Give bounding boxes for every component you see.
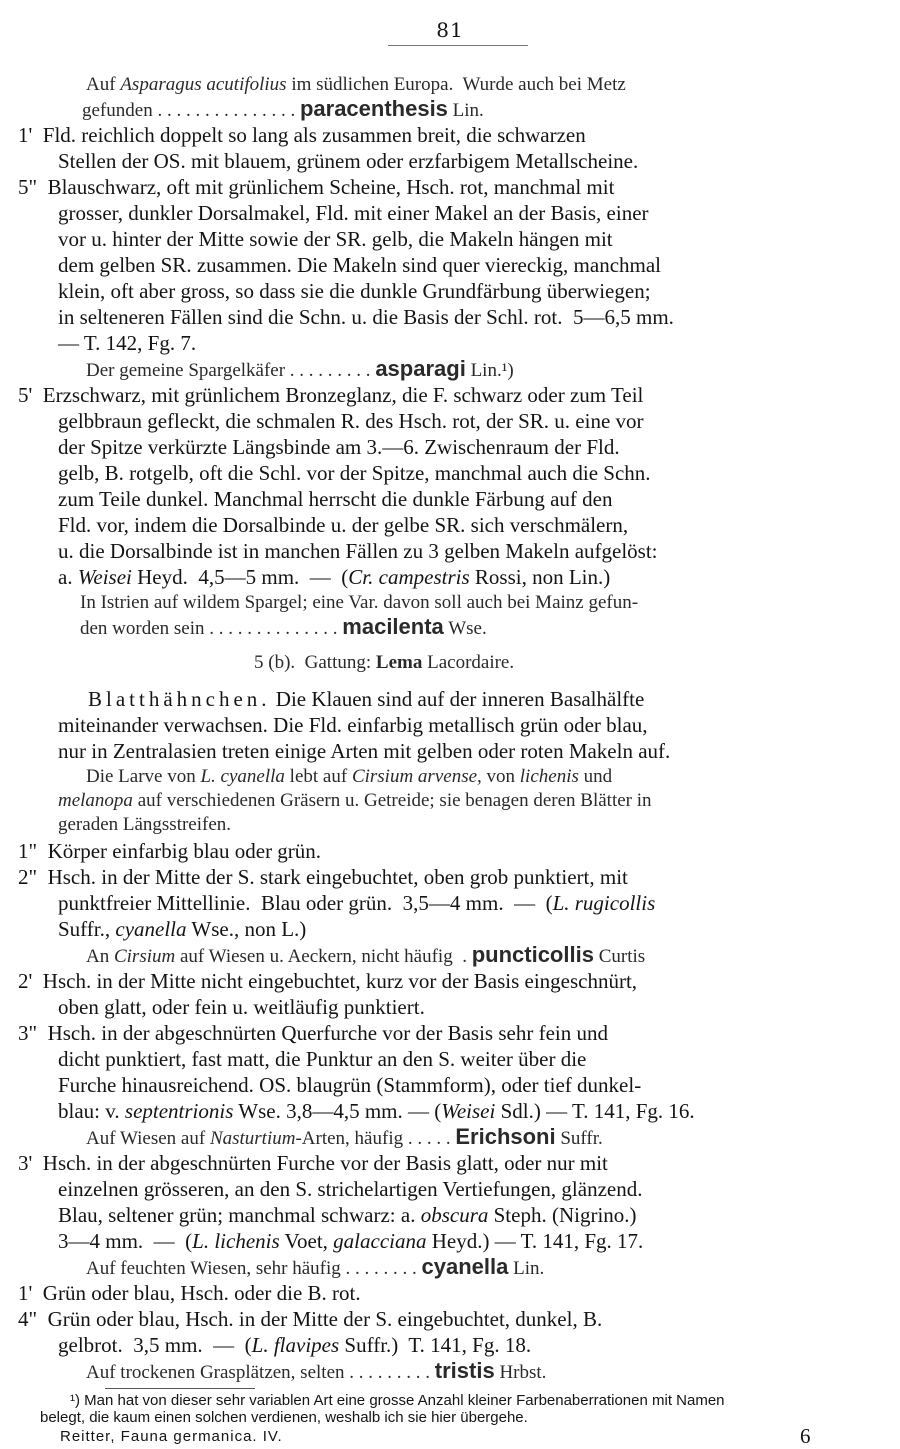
species-name: cyanella (421, 1254, 509, 1279)
text-line: vor u. hinter der Mitte sowie der SR. gelb, die Makeln hängen mit (58, 227, 613, 251)
text-line: An Cirsium auf Wiesen u. Aeckern, nicht häufig . puncticollis Curtis (86, 942, 646, 967)
text-line: geraden Längsstreifen. (58, 814, 232, 835)
text-line: einzelnen grösseren, an den S. strichelartigen Vertiefungen, glänzend. (58, 1177, 643, 1201)
text-line: grosser, dunkler Dorsalmakel, Fld. mit einer Makel an der Basis, einer (58, 201, 649, 225)
footnote-line: ¹) Man hat von dieser sehr variablen Art eine grosse Anzahl kleiner Farbenaberrationen mit Namen (70, 1392, 725, 1409)
text-line: der Spitze verkürzte Längsbinde am 3.—6. Zwischenraum der Fld. (58, 435, 620, 459)
genus-heading: 5 (b). Gattung: Lema Lacordaire. (254, 652, 515, 673)
text-line: 5" Blauschwarz, oft mit grünlichem Scheine, Hsch. rot, manchmal mit (18, 175, 615, 199)
text-line: 1' Fld. reichlich doppelt so lang als zusammen breit, die schwarzen (18, 123, 586, 147)
text-line: Blau, seltener grün; manchmal schwarz: a. obscura Steph. (Nigrino.) (58, 1203, 637, 1227)
footnote-line: belegt, die kaum einen solchen verdienen, weshalb ich sie hier übergehe. (40, 1409, 528, 1426)
species-name: macilenta (342, 614, 444, 639)
text-line: blau: v. septentrionis Wse. 3,8—4,5 mm. — (Weisei Sdl.) — T. 141, Fg. 16. (58, 1099, 695, 1123)
species-name: Erichsoni (455, 1124, 556, 1149)
text-line: 4" Grün oder blau, Hsch. in der Mitte der S. eingebuchtet, dunkel, B. (18, 1307, 603, 1331)
text-line: Auf trockenen Grasplätzen, selten . . . . . . . . . tristis Hrbst. (86, 1358, 547, 1383)
text-line: Auf feuchten Wiesen, sehr häufig . . . . . . . . cyanella Lin. (86, 1254, 545, 1279)
text-line: Auf Wiesen auf Nasturtium-Arten, häufig . . . . . Erichsoni Suffr. (86, 1124, 603, 1149)
species-name: paracenthesis (299, 96, 448, 121)
text-line: Blatthähnchen. Die Klauen sind auf der inneren Basalhälfte (88, 687, 645, 711)
text-line: gefunden . . . . . . . . . . . . . . . paracenthesis Lin. (82, 96, 484, 121)
text-line: Auf Asparagus acutifolius im südlichen Europa. Wurde auch bei Metz (86, 74, 626, 95)
text-line: dem gelben SR. zusammen. Die Makeln sind quer viereckig, manchmal (58, 253, 662, 277)
text-line: — T. 142, Fg. 7. (58, 331, 197, 355)
species-name: asparagi (375, 356, 466, 381)
text-line: miteinander verwachsen. Die Fld. einfarbig metallisch grün oder blau, (58, 713, 648, 737)
text-line: In Istrien auf wildem Spargel; eine Var. davon soll auch bei Mainz gefun- (80, 592, 639, 613)
text-line: u. die Dorsalbinde ist in manchen Fällen zu 3 gelben Makeln aufgelöst: (58, 539, 658, 563)
text-line: gelb, B. rotgelb, oft die Schl. vor der Spitze, manchmal auch die Schn. (58, 461, 651, 485)
header-rule (388, 45, 528, 46)
text-line: 1' Grün oder blau, Hsch. oder die B. rot. (18, 1281, 361, 1305)
text-line: gelbbraun gefleckt, die schmalen R. des Hsch. rot, der SR. u. eine vor (58, 409, 644, 433)
text-line: in selteneren Fällen sind die Schn. u. die Basis der Schl. rot. 5—6,5 mm. (58, 305, 674, 329)
text-line: Die Larve von L. cyanella lebt auf Cirsium arvense, von lichenis und (86, 766, 613, 787)
text-line: den worden sein . . . . . . . . . . . . . . macilenta Wse. (80, 614, 487, 639)
text-line: 2" Hsch. in der Mitte der S. stark eingebuchtet, oben grob punktiert, mit (18, 865, 628, 889)
text-line: 3" Hsch. in der abgeschnürten Querfurche vor der Basis sehr fein und (18, 1021, 608, 1045)
species-name: tristis (434, 1358, 495, 1383)
text-line: zum Teile dunkel. Manchmal herrscht die dunkle Färbung auf den (58, 487, 613, 511)
text-line: a. Weisei Heyd. 4,5—5 mm. — (Cr. campestris Rossi, non Lin.) (58, 565, 611, 589)
text-line: Stellen der OS. mit blauem, grünem oder erzfarbigem Metallscheine. (58, 149, 639, 173)
footnote-rule (105, 1388, 255, 1389)
species-name: puncticollis (471, 942, 594, 967)
imprint: Reitter, Fauna germanica. IV. (60, 1428, 283, 1445)
text-line: 1" Körper einfarbig blau oder grün. (18, 839, 322, 863)
text-line: 2' Hsch. in der Mitte nicht eingebuchtet, kurz vor der Basis eingeschnürt, (18, 969, 638, 993)
text-line: 3—4 mm. — (L. lichenis Voet, galacciana Heyd.) — T. 141, Fg. 17. (58, 1229, 644, 1253)
text-line: Suffr., cyanella Wse., non L.) (58, 917, 307, 941)
text-line: klein, oft aber gross, so dass sie die dunkle Grundfärbung überwiegen; (58, 279, 651, 303)
text-line: 5' Erzschwarz, mit grünlichem Bronzeglanz, die F. schwarz oder zum Teil (18, 383, 644, 407)
text-line: Der gemeine Spargelkäfer . . . . . . . . . asparagi Lin.¹) (86, 356, 514, 381)
text-line: gelbrot. 3,5 mm. — (L. flavipes Suffr.) T. 141, Fg. 18. (58, 1333, 532, 1357)
text-line: Furche hinausreichend. OS. blaugrün (Stammform), oder tief dunkel- (58, 1073, 642, 1097)
text-line: Fld. vor, indem die Dorsalbinde u. der gelbe SR. sich verschmälern, (58, 513, 629, 537)
text-line: oben glatt, oder fein u. weitläufig punktiert. (58, 995, 425, 1019)
sheet-number: 6 (800, 1424, 811, 1448)
text-line: dicht punktiert, fast matt, die Punktur an den S. weiter über die (58, 1047, 587, 1071)
text-line: punktfreier Mittellinie. Blau oder grün. 3,5—4 mm. — (L. rugicollis (58, 891, 656, 915)
text-line: nur in Zentralasien treten einige Arten mit gelben oder roten Makeln auf. (58, 739, 671, 763)
text-line: melanopa auf verschiedenen Gräsern u. Getreide; sie benagen deren Blätter in (58, 790, 652, 811)
text-line: 3' Hsch. in der abgeschnürten Furche vor der Basis glatt, oder nur mit (18, 1151, 608, 1175)
page-number: 81 (436, 18, 464, 42)
